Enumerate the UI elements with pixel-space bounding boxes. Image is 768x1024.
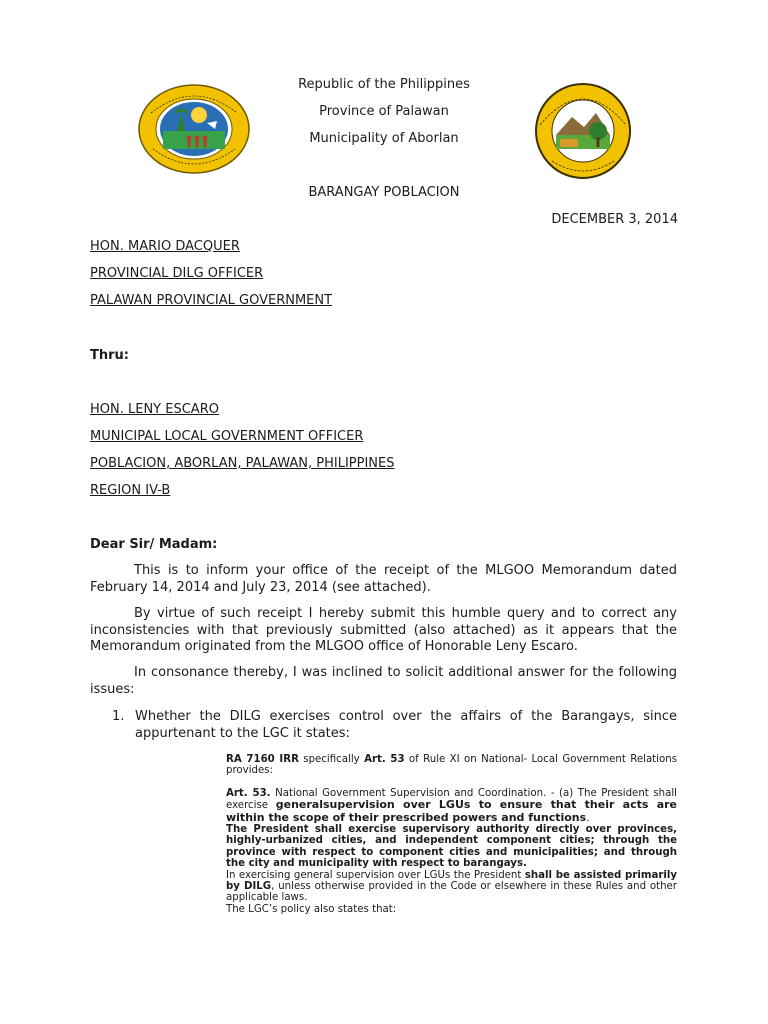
legal-quote	[226, 754, 677, 915]
via-region: REGION IV-B	[90, 483, 171, 498]
header-municipality: Municipality of Aborlan	[309, 131, 459, 146]
letter-date: DECEMBER 3, 2014	[551, 212, 678, 227]
list-item-text: Whether the DILG exercises control over the affairs of the Barangays, since appurtenant to the LGC it states:	[135, 709, 677, 741]
header-province: Province of Palawan	[319, 104, 449, 119]
addressee-name: HON. MARIO DACQUER	[90, 239, 240, 254]
thru-label: Thru:	[90, 348, 129, 363]
addressee-office: PALAWAN PROVINCIAL GOVERNMENT	[90, 293, 333, 308]
header-republic: Republic of the Philippines	[298, 77, 470, 92]
quote-dilg: In exercising general supervision over LGUs the President shall be assisted primarily by DILG, unless otherwise provided in the Code or elsewhere in these Rules and other applicable laws.	[226, 869, 677, 904]
quote-supervisory: The President shall exercise supervisory authority directly over provinces, highly-urbanized cities, and independent component cities; through the province with respect to component cities and municipalities; and through the city and municipality with respect to barangays.	[226, 824, 677, 870]
quote-art53: Art. 53. National Government Supervision and Coordination. - (a) The President shall exercise generalsupervision over LGUs to ensure that their acts are within the scope of their prescribed powers and functions.	[226, 787, 678, 824]
header-barangay: BARANGAY POBLACION	[308, 185, 460, 200]
quote-policy: The LGC’s policy also states that:	[226, 903, 397, 915]
addressee-title: PROVINCIAL DILG OFFICER	[90, 266, 264, 281]
via-address: POBLACION, ABORLAN, PALAWAN, PHILIPPINES	[90, 456, 395, 471]
via-name: HON. LENY ESCARO	[90, 402, 219, 417]
salutation: Dear Sir/ Madam:	[90, 537, 218, 552]
barangay-seal-icon	[137, 83, 251, 175]
list-item	[90, 709, 677, 742]
list-item-number: 1.	[112, 709, 125, 724]
quote-intro: RA 7160 IRR specifically Art. 53 of Rule XI on National- Local Government Relations provides:	[226, 754, 678, 777]
body-paragraph-2: By virtue of such receipt I hereby submit this humble query and to correct any inconsistencies with that previously submitted (also attached) as it appears that the Memorandum originated from the MLGOO office of Honorable Leny Escaro.	[90, 606, 677, 654]
body-paragraph-3: In consonance thereby, I was inclined to solicit additional answer for the following issues:	[90, 665, 677, 697]
via-title: MUNICIPAL LOCAL GOVERNMENT OFFICER	[90, 429, 364, 444]
body-paragraph-1: This is to inform your office of the receipt of the MLGOO Memorandum dated February 14, 2014 and July 23, 2014 (see attached).	[90, 563, 677, 595]
